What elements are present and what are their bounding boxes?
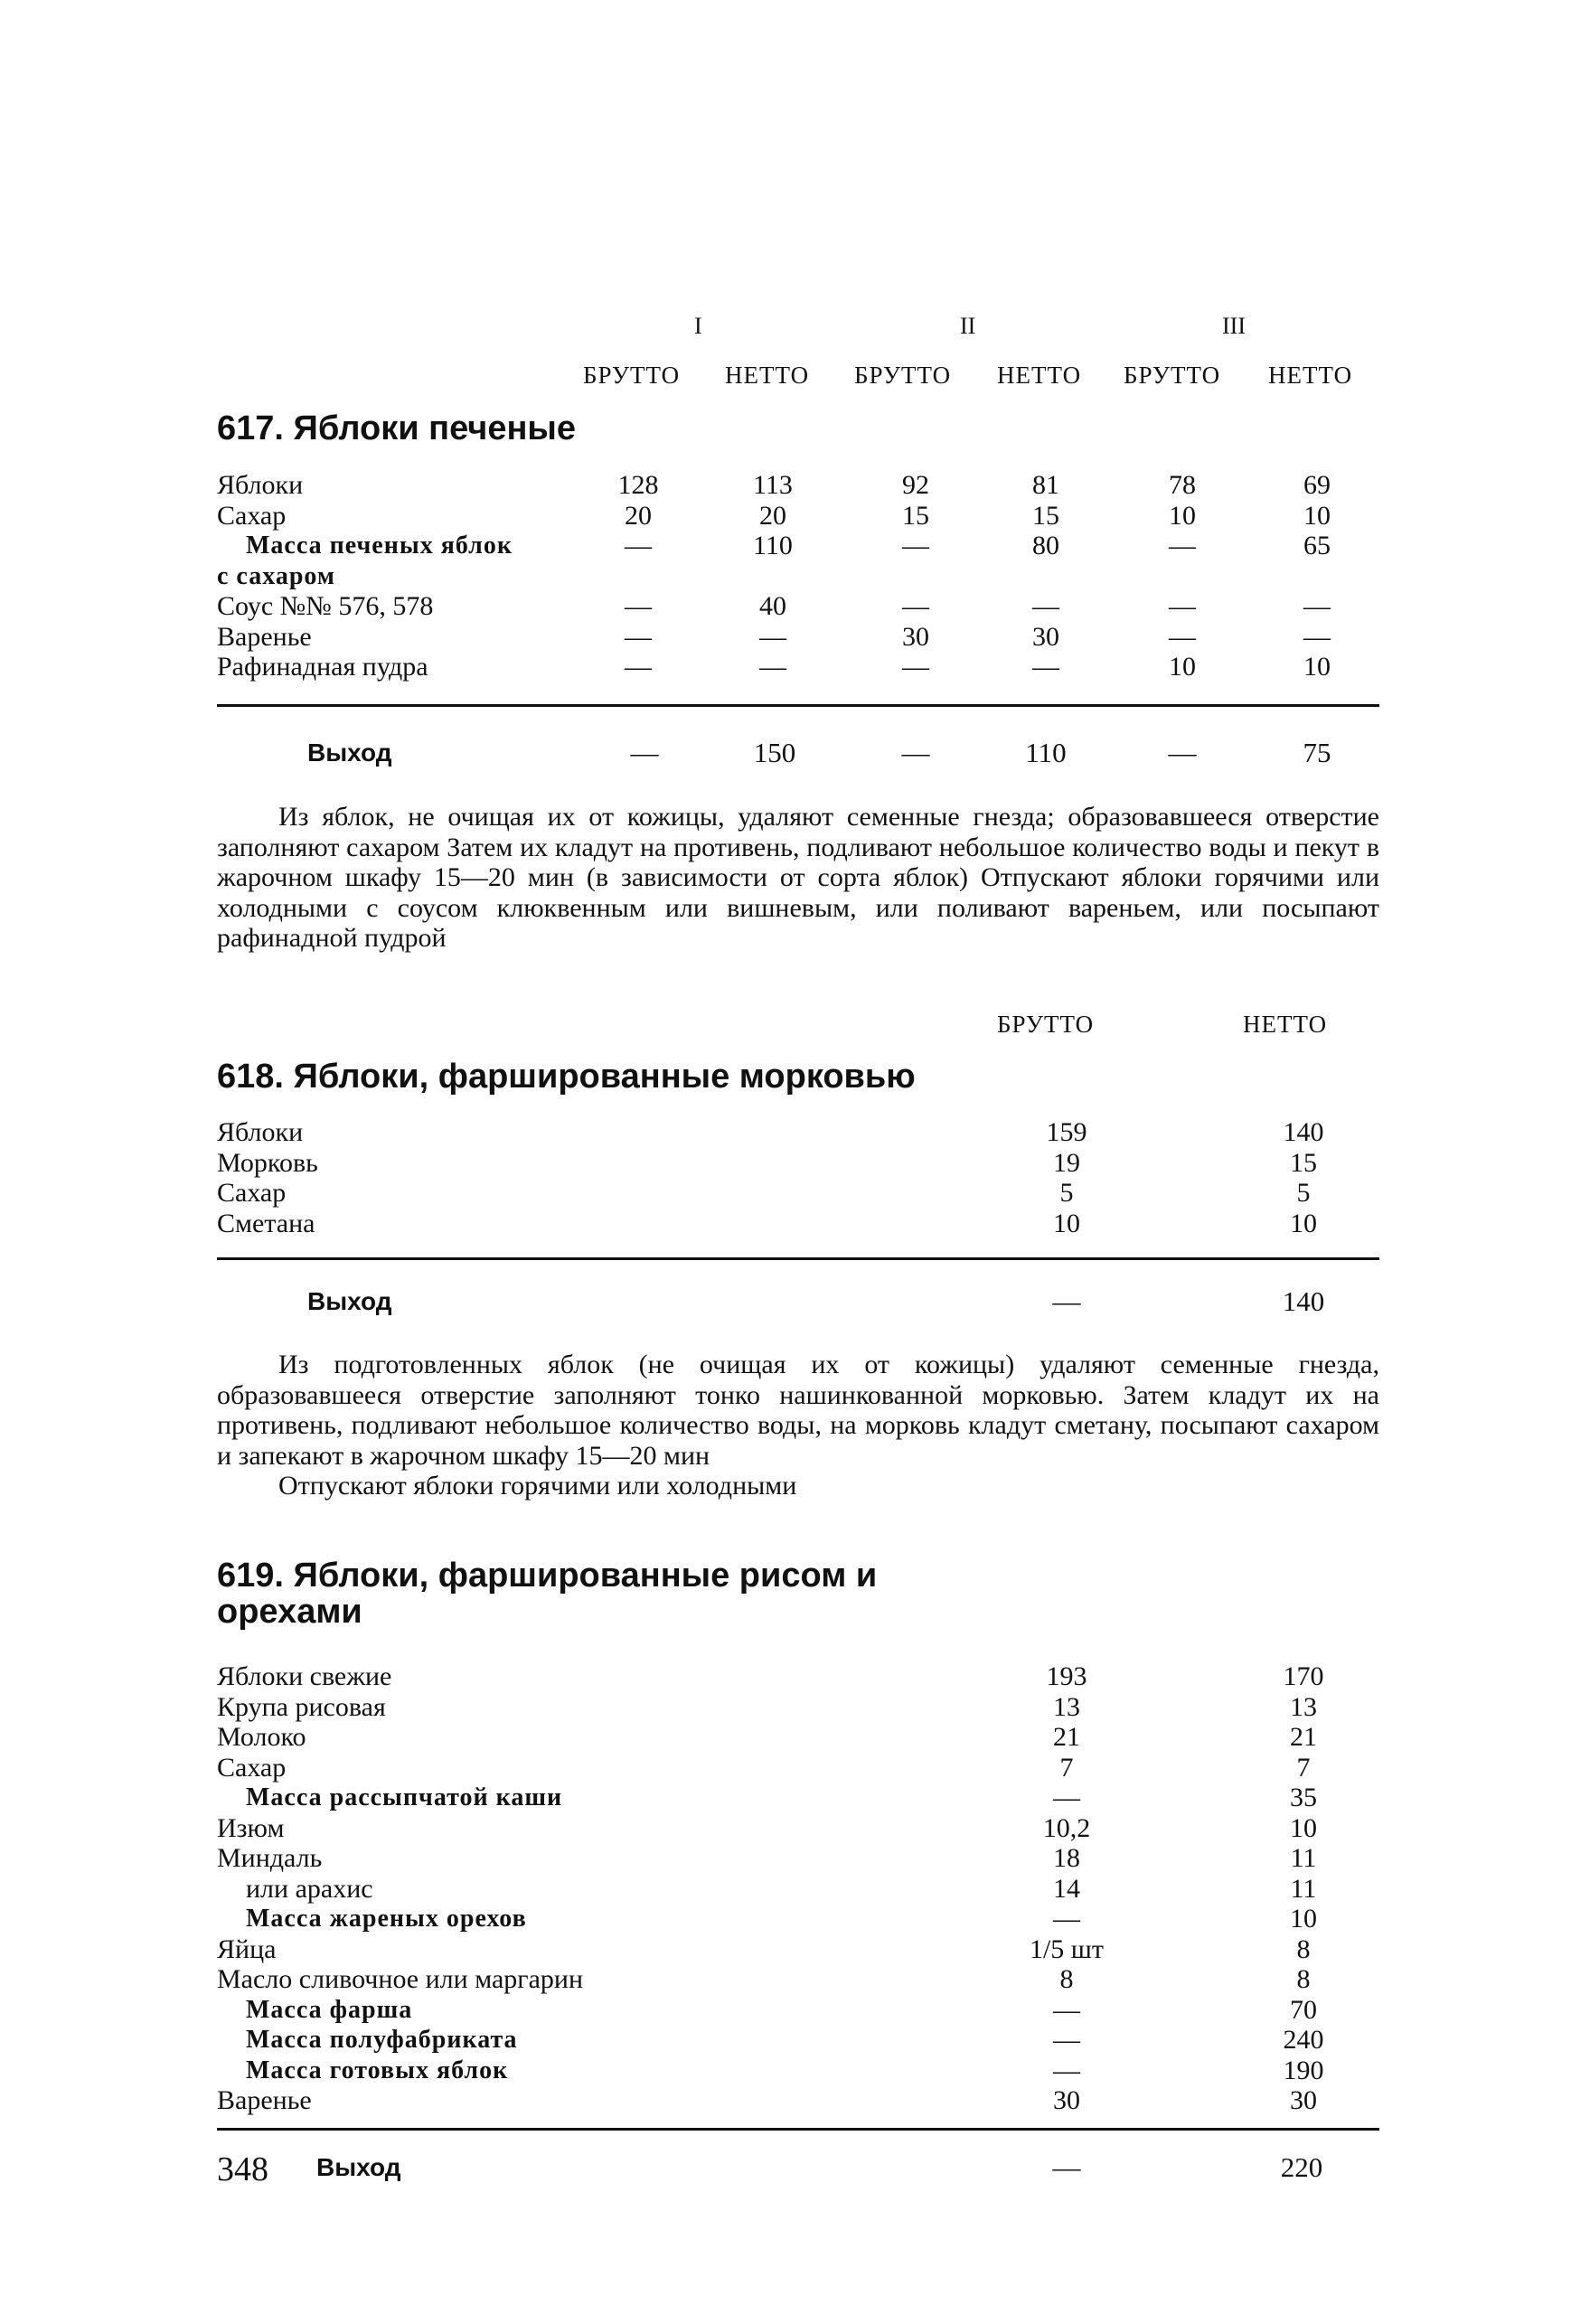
ingredient-name: Миндаль [217,1843,323,1873]
yield-value: 75 [1303,737,1331,768]
ingredient-name: Рафинадная пудра [217,652,428,682]
quantity-cell: 10 [1053,1208,1080,1238]
quantity-cell: 11 [1290,1843,1317,1873]
quantity-cell: — [625,591,652,621]
ingredient-name: Соус №№ 576, 578 [217,591,434,621]
table-row [0,591,1571,622]
ingredient-name: Масса жареных орехов [246,1905,527,1933]
table-row [0,622,1571,653]
quantity-cell: 30 [902,621,929,652]
ingredient-name: Масса печеных яблок [246,532,513,560]
quantity-cell: 10 [1303,652,1331,682]
yield-value: 150 [753,737,796,768]
table-row [0,1753,1571,1783]
ingredient-name: Масло сливочное или маргарин [217,1964,584,1994]
yield-value: — [1052,2151,1081,2183]
yield-value: — [1052,1285,1081,1317]
quantity-cell: 170 [1283,1661,1324,1691]
quantity-cell: — [759,621,786,652]
recipe-618-yield-row [0,1285,1571,1318]
ingredient-name: Молоко [217,1722,306,1752]
column-group-1-label: I [694,313,702,339]
header-netto-1: НЕТТО [725,362,810,389]
quantity-cell: — [1053,2055,1080,2085]
quantity-cell: 5 [1296,1178,1311,1208]
recipe-618-rule [217,1257,1379,1260]
quantity-cell: 19 [1053,1147,1080,1178]
quantity-cell: 30 [1032,621,1059,652]
yield-value: — [630,737,659,768]
quantity-cell: 81 [1032,470,1059,500]
quantity-cell: 40 [759,591,786,621]
quantity-cell: 190 [1283,2055,1324,2085]
table-row [0,561,1571,592]
quantity-cell: 35 [1290,1783,1317,1812]
ingredient-name: Сметана [217,1208,315,1238]
quantity-cell: 140 [1283,1117,1324,1147]
ingredient-name: Масса готовых яблок [246,2056,509,2084]
quantity-cell: 70 [1290,1994,1317,2025]
header-netto-2: НЕТТО [997,362,1082,389]
ingredient-name: Яблоки свежие [217,1661,392,1691]
quantity-cell: 10 [1290,1208,1317,1238]
quantity-cell: — [625,621,652,652]
ingredient-name: Крупа рисовая [217,1691,386,1722]
table-row [0,1874,1571,1905]
yield-value: — [901,737,930,768]
ingredient-name: Масса полуфабриката [246,2026,518,2054]
quantity-cell: 30 [1053,2085,1080,2115]
table-row [0,501,1571,532]
table-row [0,1178,1571,1209]
quantity-cell: 11 [1290,1873,1317,1904]
recipe-619-rule [217,2128,1379,2131]
paragraph: Из яблок, не очищая их от кожицы, удаляют семенные гнезда; образовавшееся отверстие заполняют сахаром Затем их кладут на противень, подливают небольшое количество воды и пекут в жарочном шкафу 15—20 мин (в зависимости от сорта яблок) Отпускают яблоки горячими или холодными с соусом клюквенным или вишневым, или поливают вареньем, или посыпают рафинадной пудрой [217,802,1379,953]
paragraph: Отпускают яблоки горячими или холодными [278,1471,797,1501]
yield-value: 110 [1025,737,1067,768]
table-row [0,1964,1571,1995]
table-row [0,1722,1571,1753]
recipe-617-instructions [217,802,1379,954]
quantity-cell: 69 [1303,470,1331,500]
quantity-cell: 65 [1303,531,1331,560]
table-row [0,531,1571,561]
column-group-3-label: III [1222,313,1246,339]
quantity-cell: 21 [1053,1722,1080,1752]
quantity-cell: 10 [1290,1812,1317,1843]
yield-label: Выход [307,739,392,767]
ingredient-name: Варенье [217,2085,312,2115]
quantity-cell: 80 [1032,531,1059,560]
table-row [0,1904,1571,1934]
quantity-cell: 15 [902,500,929,531]
quantity-cell: — [1169,591,1196,621]
table-row [0,2085,1571,2116]
recipe-617-yield-row [0,737,1571,769]
quantity-cell: 30 [1290,2085,1317,2115]
table-row [0,1934,1571,1965]
header-brutto-1: БРУТТО [583,362,681,389]
quantity-cell: 128 [617,470,659,500]
table-row [0,470,1571,501]
quantity-cell: 13 [1290,1691,1317,1722]
quantity-cell: 240 [1283,2025,1324,2055]
quantity-cell: — [902,652,929,682]
yield-value: — [1168,737,1197,768]
quantity-cell: — [902,591,929,621]
ingredient-name: или арахис [246,1873,373,1904]
ingredient-name: Яйца [217,1934,277,1964]
ingredient-name: Сахар [217,1178,287,1208]
yield-value: 140 [1282,1285,1325,1317]
quantity-cell: — [625,652,652,682]
quantity-cell: 113 [753,470,793,500]
yield-label: Выход [307,1287,392,1315]
quantity-cell: — [1169,621,1196,652]
table-row [0,1843,1571,1874]
quantity-cell: — [1303,621,1331,652]
ingredient-name: Яблоки [217,470,304,500]
table-row [0,1148,1571,1179]
ingredient-name: Масса фарша [246,1995,413,2024]
table-row [0,1692,1571,1723]
quantity-cell: — [1053,1994,1080,2025]
quantity-cell: 20 [759,500,786,531]
quantity-cell: — [902,531,929,560]
quantity-cell: 78 [1169,470,1196,500]
quantity-cell: 8 [1296,1964,1311,1994]
header-brutto: БРУТТО [997,1011,1095,1038]
recipe-619-title-line1: 619. Яблоки, фаршированные рисом и [217,1557,878,1595]
yield-value: 220 [1280,2151,1323,2183]
quantity-cell: — [1169,531,1196,560]
table-row [0,652,1571,682]
header-brutto-3: БРУТТО [1124,362,1221,389]
recipe-618-instructions [217,1350,1379,1501]
quantity-cell: 8 [1296,1934,1311,1964]
quantity-cell: 7 [1296,1752,1311,1783]
table-row [0,1783,1571,1813]
table-row [0,1209,1571,1239]
quantity-cell: — [625,531,652,560]
ingredient-name: Яблоки [217,1117,304,1147]
ingredient-name: Сахар [217,500,287,531]
quantity-cell: 10 [1169,652,1196,682]
ingredient-name: Сахар [217,1752,287,1783]
quantity-cell: 21 [1290,1722,1317,1752]
quantity-cell: 14 [1053,1873,1080,1904]
header-brutto-2: БРУТТО [854,362,952,389]
quantity-cell: 1/5 шт [1029,1934,1105,1964]
quantity-cell: 20 [625,500,652,531]
quantity-cell: 7 [1059,1752,1074,1783]
quantity-cell: — [1032,652,1059,682]
table-row [0,2025,1571,2056]
quantity-cell: — [1053,2025,1080,2055]
ingredient-name: с сахаром [217,561,335,590]
recipe-617-title: 617. Яблоки печеные [217,409,577,447]
page-number: 348 [217,2150,268,2188]
quantity-cell: 8 [1059,1964,1074,1994]
table-row [0,1661,1571,1692]
quantity-cell: — [1053,1904,1080,1934]
quantity-cell: 92 [902,470,929,500]
quantity-cell: 10 [1290,1904,1317,1934]
quantity-cell: — [1032,591,1059,621]
recipe-618-title: 618. Яблоки, фаршированные морковью [217,1058,916,1096]
table-row [0,2056,1571,2086]
ingredient-name: Масса рассыпчатой каши [246,1783,563,1811]
recipe-617-rule [217,704,1379,707]
quantity-cell: 10,2 [1042,1812,1091,1843]
column-group-2-label: II [960,313,976,339]
ingredient-name: Изюм [217,1812,285,1843]
paragraph: Из подготовленных яблок (не очищая их от кожицы) удаляют семенные гнезда, образовавшееся отверстие заполняют тонко нашинкованной морковью. Затем кладут их на противень, подливают небольшое количество воды, на морковь кладут сметану, посыпают сахаром и запекают в жарочном шкафу 15—20 мин [217,1350,1379,1471]
quantity-cell: 18 [1053,1843,1080,1873]
table-row [0,1813,1571,1844]
header-netto: НЕТТО [1243,1011,1328,1038]
quantity-cell: 5 [1059,1178,1074,1208]
quantity-cell: 193 [1046,1661,1087,1691]
header-netto-3: НЕТТО [1268,362,1353,389]
quantity-cell: 15 [1032,500,1059,531]
table-row [0,1995,1571,2026]
recipe-619-title-line2: орехами [217,1593,362,1631]
quantity-cell: 10 [1303,500,1331,531]
quantity-cell: 159 [1046,1117,1087,1147]
quantity-cell: 13 [1053,1691,1080,1722]
ingredient-name: Морковь [217,1147,318,1178]
ingredient-name: Варенье [217,621,312,652]
table-row [0,1117,1571,1148]
quantity-cell: 110 [753,531,793,560]
quantity-cell: — [1053,1783,1080,1812]
quantity-cell: 10 [1169,500,1196,531]
quantity-cell: 15 [1290,1147,1317,1178]
quantity-cell: — [759,652,786,682]
quantity-cell: — [1303,591,1331,621]
yield-label: Выход [316,2153,401,2181]
